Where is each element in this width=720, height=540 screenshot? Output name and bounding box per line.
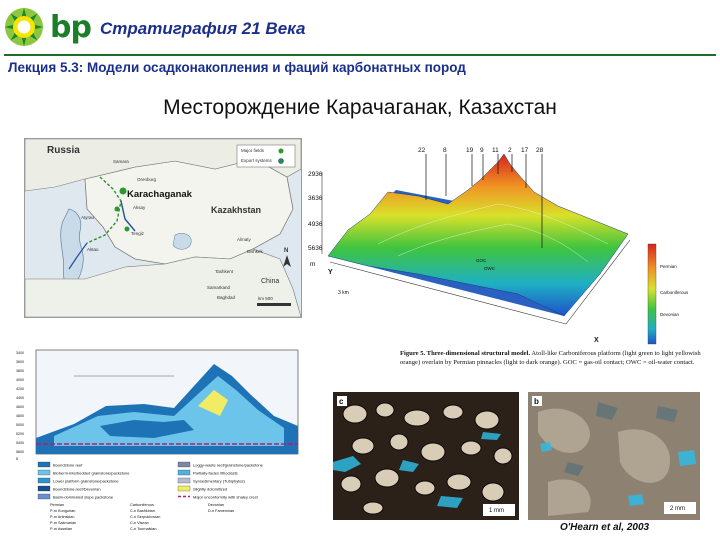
depth-label: 2936	[308, 171, 323, 178]
depth-tick: 5200	[16, 432, 24, 436]
well-label: 19	[466, 147, 474, 154]
well-label: 17	[521, 147, 529, 154]
slide-title: Месторождение Карачаганак, Казахстан	[163, 96, 557, 119]
photo-b-scale: 2 mm	[670, 506, 685, 512]
photo-b-graphic	[528, 392, 700, 520]
map-city: Baghdad	[217, 295, 236, 300]
map-city: Aktau	[87, 247, 99, 252]
figure-caption-title: Figure 5. Three-dimensional structural model.	[400, 350, 531, 357]
photo-c-scale: 1 mm	[489, 508, 504, 514]
bp-helios-logo-icon	[4, 7, 44, 47]
legend-devonian: Devonian	[660, 312, 680, 317]
map-city: Atyrau	[81, 215, 95, 220]
axis-x-label: X	[594, 337, 599, 344]
depth-tick: 3600	[16, 360, 24, 364]
model3d-graphic	[308, 144, 714, 346]
legend-item: Partially-facies lithoclasts	[193, 470, 238, 476]
depth-label: 3636	[308, 195, 323, 202]
photomicrograph-b	[528, 392, 700, 520]
depth-label: 5636	[308, 245, 323, 252]
map-graphic	[25, 139, 301, 317]
legend-item: Synsedimentary (Tubiphytes)	[193, 478, 245, 484]
depth-tick: 5000	[16, 423, 24, 427]
goc-label: GOC	[476, 258, 487, 263]
well-label: 8	[443, 147, 447, 154]
stage-label: Permian	[50, 503, 65, 507]
map-city: Bishkek	[247, 249, 263, 254]
depth-tick: 4400	[16, 396, 24, 400]
map-city: Aksay	[133, 205, 146, 210]
stage-label: P-m Asselian	[50, 527, 73, 531]
stage-label: C-n Serpukhovian	[130, 515, 161, 519]
bp-wordmark: bp	[50, 10, 91, 45]
stage-label: P-m Sakmarian	[50, 521, 77, 525]
map-city: Samarkand	[207, 285, 231, 290]
map-label-china: China	[261, 278, 280, 285]
course-title: Стратиграфия 21 Века	[100, 19, 306, 38]
map-city: Tengiz	[131, 231, 145, 236]
well-label: 2	[508, 147, 512, 154]
map-city: Almaty	[237, 237, 251, 242]
map-city: Samara	[113, 159, 129, 164]
depth-tick: 3800	[16, 369, 24, 373]
photo-b-label: b	[534, 397, 539, 406]
map-legend-major-fields: Major fields	[241, 148, 265, 153]
legend-carboniferous: Carboniferous	[660, 290, 689, 295]
well-label: 28	[536, 147, 544, 154]
scale-label: 3 km	[338, 290, 349, 296]
photo-c-graphic	[333, 392, 519, 520]
photomicrograph-c	[333, 392, 519, 520]
depth-tick: 3400	[16, 351, 24, 355]
legend-item: Boundstone-reef/Devonian	[53, 486, 101, 492]
legend-item: Slightly dolomitized	[193, 486, 228, 492]
well-label: 9	[480, 147, 484, 154]
legend-permian: Permian	[660, 264, 677, 269]
depth-tick: 5400	[16, 441, 24, 445]
map-label-karachaganak: Karachaganak	[127, 189, 192, 200]
photo-c-label: c	[339, 397, 344, 406]
lecture-title: Лекция 5.3: Модели осадконакопления и фаций карбонатных пород	[8, 60, 466, 75]
legend-item: Major unconformity with shaley crest	[193, 494, 258, 500]
legend-item: Basin-dominated slope packstone	[53, 494, 114, 500]
stage-label: Devonian	[208, 503, 225, 507]
map-label-russia: Russia	[47, 145, 80, 156]
stage-label: C-n Visean	[130, 521, 149, 525]
well-label: 11	[492, 147, 499, 154]
map-city: Orenburg	[137, 177, 157, 182]
cross-section-graphic	[14, 346, 322, 538]
figure-caption-text: Atoll-like Carboniferous platform (light green to light yellowish orange) overlain by Permian pinnacles (light to dark orange). GOC = gas-oil contact; OWC = oil-water contact.	[400, 350, 701, 366]
depth-tick: 4600	[16, 405, 24, 409]
legend-item: Loggy-waste reef/grainstone/packstone	[193, 462, 263, 468]
depth-tick: 4200	[16, 387, 24, 391]
stage-label: Carboniferous	[130, 503, 154, 507]
stage-label: D-n Famennian	[208, 509, 235, 513]
depth-unit-label: m	[310, 261, 316, 268]
stage-label: P-m Artinskian	[50, 515, 75, 519]
location-map	[24, 138, 302, 318]
legend-item: Bioherm-interbedded grainstone/packstone	[53, 470, 130, 476]
well-label: 22	[418, 147, 426, 154]
depth-label: 4936	[308, 221, 323, 228]
depth-tick: 4000	[16, 378, 24, 382]
figure-caption	[400, 349, 716, 367]
map-scale-label: km 500	[258, 296, 273, 301]
map-city: Tashkent	[215, 269, 234, 274]
legend-item: Lower platform grainstone/packstone	[53, 478, 119, 484]
axis-y-label: Y	[328, 269, 333, 276]
map-label-kazakhstan: Kazakhstan	[211, 205, 262, 215]
stage-label: P-m Kungurian	[50, 509, 76, 513]
structural-3d-model	[308, 144, 714, 346]
facies-cross-section	[14, 346, 322, 538]
stage-label: C-n Tournaisian	[130, 527, 157, 531]
legend-item: Boundstone reef	[53, 462, 83, 468]
owc-label: OWC	[484, 266, 495, 271]
stage-label: C-n Bashkirian	[130, 509, 155, 513]
citation: O'Hearn et al, 2003	[560, 522, 650, 533]
map-north-label: N	[284, 248, 289, 254]
depth-tick: 5600	[16, 450, 24, 454]
header-divider	[4, 54, 716, 56]
map-legend-export-systems: Export systems	[241, 158, 272, 163]
depth-tick: 4800	[16, 414, 24, 418]
depth-tick: 6	[16, 457, 18, 461]
